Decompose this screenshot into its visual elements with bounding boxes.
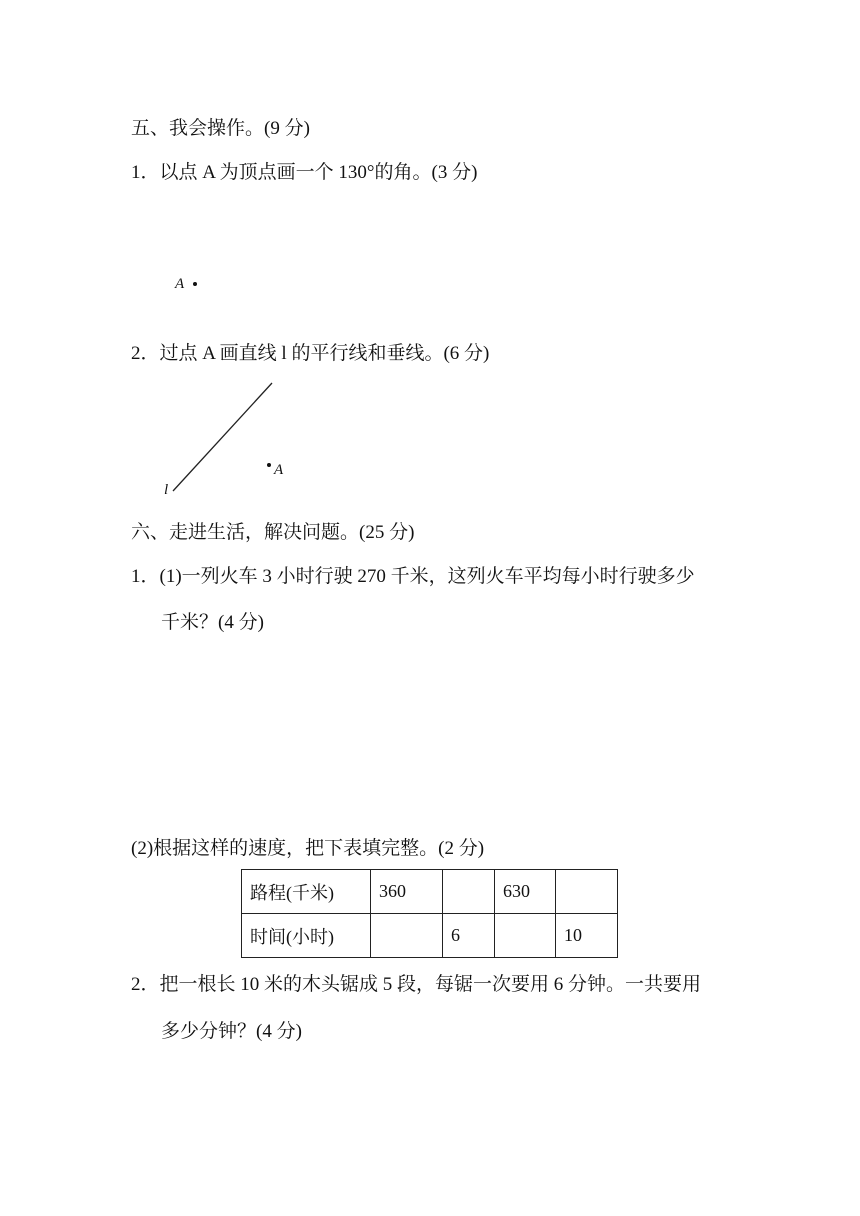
line-l (173, 383, 272, 491)
table-cell: 时间(小时) (242, 914, 371, 958)
line-l-figure (160, 378, 300, 503)
table-cell (371, 914, 443, 958)
point-a2-label: A (274, 462, 284, 478)
point-a-dot (193, 282, 197, 286)
question-6-1-part2: (2)根据这样的速度，把下表填完整。(2 分) (131, 838, 485, 859)
section-5-heading: 五、我会操作。(9 分) (131, 118, 310, 139)
speed-table (241, 869, 618, 958)
table-row-distance (242, 870, 618, 914)
point-a2-dot (267, 463, 271, 467)
question-5-2: 2．过点 A 画直线 l 的平行线和垂线。(6 分) (131, 343, 490, 364)
table-cell (556, 870, 618, 914)
line-l-label: l (164, 482, 169, 498)
question-6-2-line1: 2．把一根长 10 米的木头锯成 5 段，每锯一次要用 6 分钟。一共要用 (131, 974, 702, 995)
section-6-heading: 六、走进生活，解决问题。(25 分) (131, 522, 415, 543)
table-cell: 路程(千米) (242, 870, 371, 914)
table-row-time (242, 914, 618, 958)
table-cell (443, 870, 495, 914)
table-cell: 6 (443, 914, 495, 958)
question-6-1-part1-line2: 千米？(4 分) (161, 612, 264, 633)
question-5-1: 1．以点 A 为顶点画一个 130°的角。(3 分) (131, 162, 478, 183)
table-cell (495, 914, 556, 958)
question-6-1-part1-line1: 1．(1)一列火车 3 小时行驶 270 千米，这列火车平均每小时行驶多少 (131, 566, 695, 587)
table-cell: 630 (495, 870, 556, 914)
question-6-2-line2: 多少分钟？(4 分) (161, 1021, 302, 1042)
table-cell: 360 (371, 870, 443, 914)
point-a-label: A (175, 276, 185, 292)
table-cell: 10 (556, 914, 618, 958)
